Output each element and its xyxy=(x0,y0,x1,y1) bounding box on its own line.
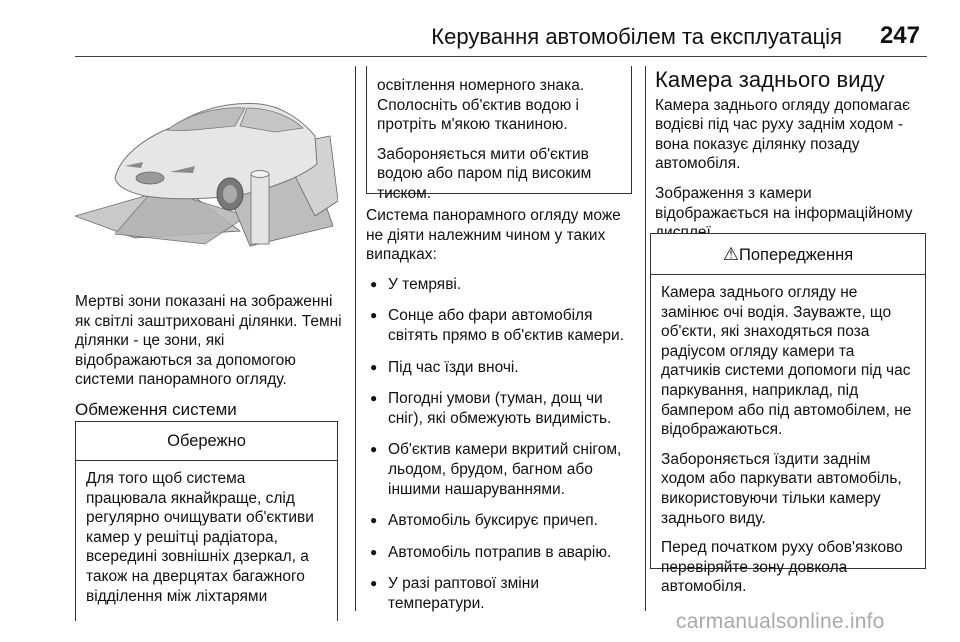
column-divider-right xyxy=(645,66,646,611)
system-limits-subheading: Обмеження системи xyxy=(75,399,237,419)
caution-continued-paragraph-1: освітлення номерного знака. Сполосніть об'єктив водою і протріть м'якою тканиною. xyxy=(377,77,585,134)
list-item: ● Автомобіль потрапив в аварію. xyxy=(366,543,638,563)
list-item: ● У разі раптової зміни температури. xyxy=(366,574,638,613)
right-column xyxy=(655,67,927,253)
header-title: Керування автомобілем та експлуатація xyxy=(431,24,842,49)
warning-triangle-icon: ⚠ xyxy=(722,244,739,264)
caution-continued-text xyxy=(367,66,631,204)
list-item: ● Сонце або фари автомобіля світять прямо в об'єктив камери. xyxy=(366,306,638,345)
caution-text-container xyxy=(76,461,337,606)
warning-paragraph-1: Камера заднього огляду не замінює очі водія. Зауважте, що об'єкти, які знаходяться поза радіусом огляду камери та датчиків системи допомоги під час паркування, наприклад, під бампером або під автомобілем, не відображаються. xyxy=(661,284,912,439)
caution-box-continued xyxy=(366,66,632,202)
limitations-list xyxy=(366,275,638,614)
limitations-intro: Система панорамного огляду може не діяти належним чином у таких випадках: xyxy=(366,207,621,264)
rear-camera-description: Камера заднього огляду допомагає водієві під час руху заднім ходом - вона показує ділянку позаду автомобіля. xyxy=(655,96,911,173)
watermark: carmanualsonline.info xyxy=(676,610,885,633)
rear-camera-display-note: Зображення з камери відображається на інформаційному xyxy=(655,184,913,222)
middle-column xyxy=(366,206,638,626)
caution-title: Обережно xyxy=(76,422,337,461)
header-rule xyxy=(75,56,927,57)
car-blind-zone-illustration xyxy=(75,66,338,278)
caution-continued-paragraph-2: Забороняється мити об'єктив водою або паром під високим тиском. xyxy=(377,145,592,202)
page-header xyxy=(0,0,960,58)
warning-title: Попередження xyxy=(739,246,854,264)
warning-paragraph-2: Забороняється їздити заднім ходом або паркувати автомобіль, використовуючи тільки камеру заднього виду. xyxy=(661,450,902,527)
rear-camera-heading: Камера заднього виду xyxy=(655,67,885,92)
list-item: ● Під час їзди вночі. xyxy=(366,358,638,378)
list-item: ● У темряві. xyxy=(366,275,638,295)
left-column xyxy=(75,292,343,420)
figure-caption: Мертві зони показані на зображенні як світлі заштриховані ділянки. Темні ділянки - це зони, які відображаються за допомогою системи панорамного огляду. xyxy=(75,293,342,389)
caution-text: Для того щоб система працювала якнайкраще, слід регулярно очищувати об'єктиви камер у решітці радіатора, всередині зовнішніх дзеркал, а також на дверцятах багажного відділення між ліхтарями xyxy=(86,470,314,605)
list-item: ● Автомобіль буксирує причеп. xyxy=(366,511,638,531)
list-item: ● Об'єктив камери вкритий снігом, льодом, брудом, багном або іншими нашаруваннями. xyxy=(366,440,638,499)
warning-header xyxy=(651,234,925,275)
list-item: ● Погодні умови (туман, дощ чи сніг), які обмежують видимість. xyxy=(366,389,638,428)
column-divider-left xyxy=(355,66,356,611)
page-number: 247 xyxy=(879,22,920,49)
warning-text-container xyxy=(651,275,925,597)
warning-box xyxy=(650,233,926,596)
warning-paragraph-3: Перед початком руху обов'язково перевіряйте зону довкола автомобіля. xyxy=(661,539,903,596)
caution-box xyxy=(75,421,338,621)
